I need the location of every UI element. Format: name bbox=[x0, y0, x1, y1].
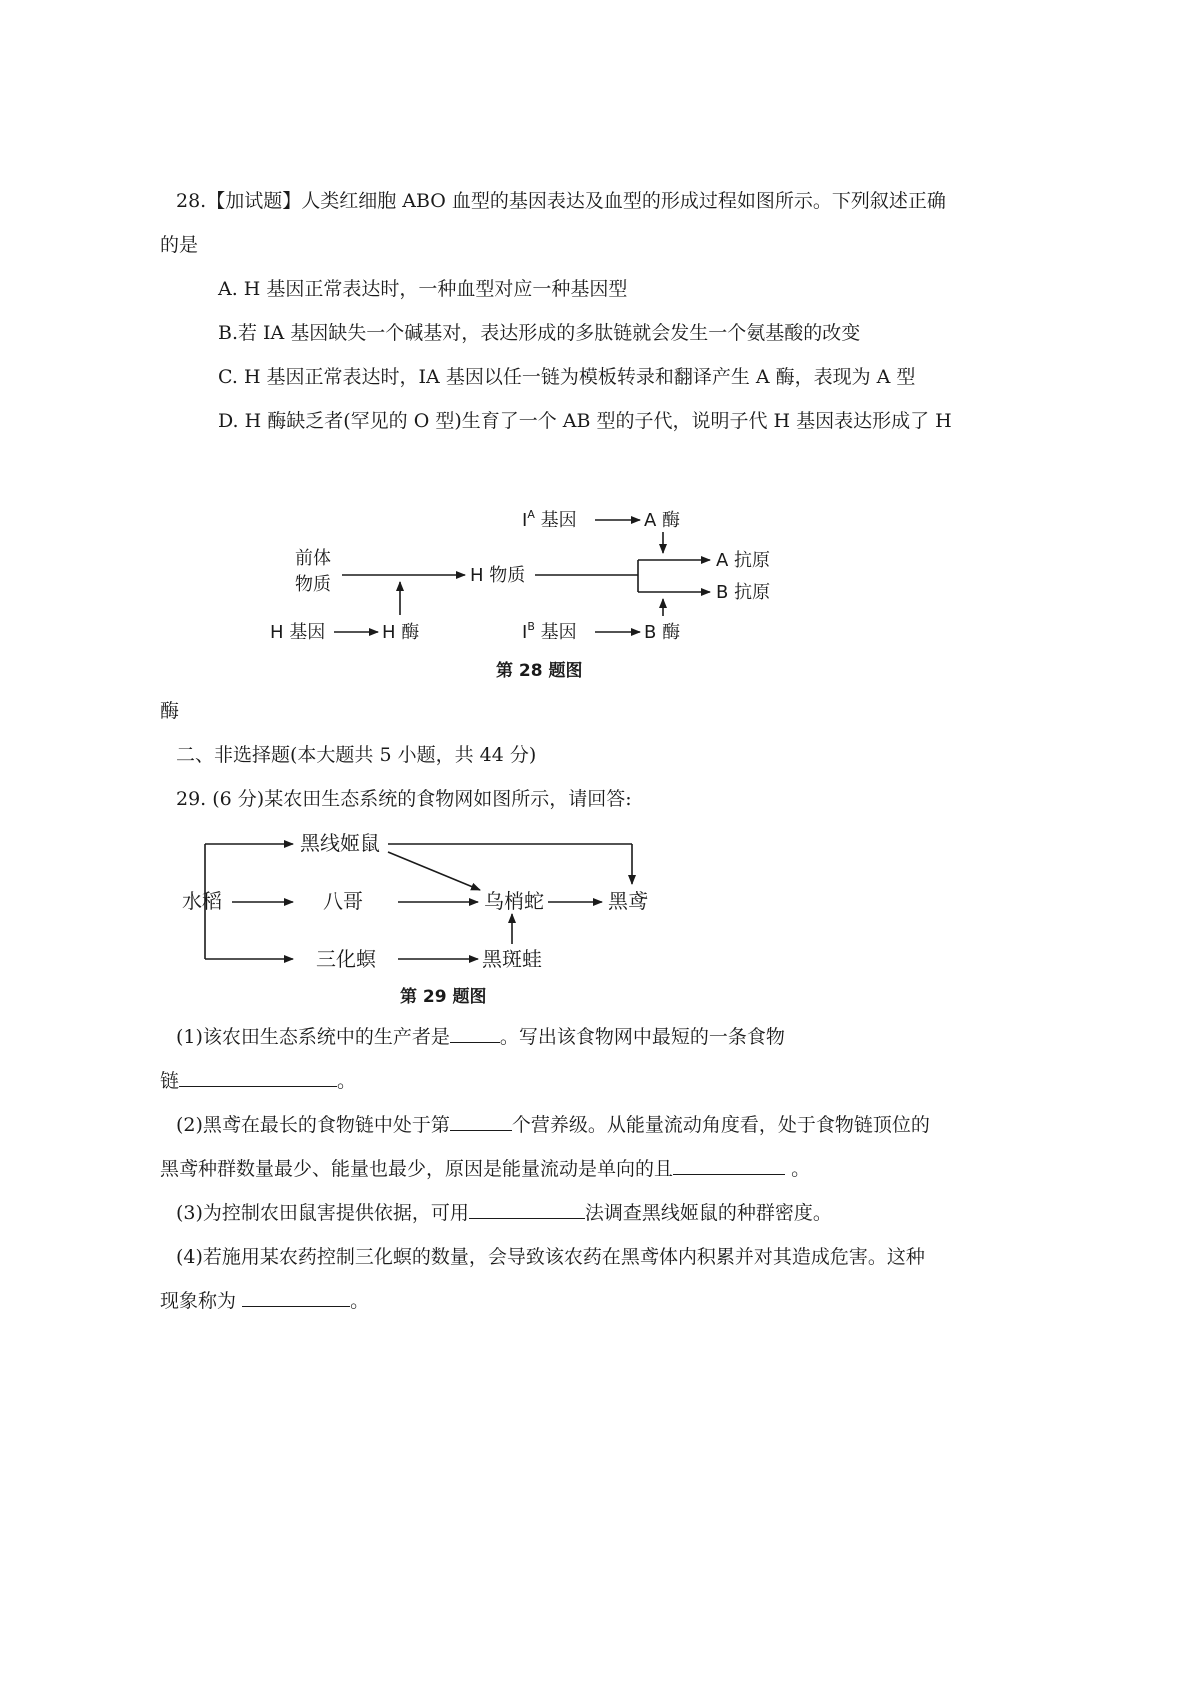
answer-blank-trophic-level[interactable] bbox=[450, 1112, 512, 1131]
q29-part1-text-c: 链 bbox=[160, 1070, 180, 1092]
b-enzyme-label: B 酶 bbox=[644, 622, 681, 643]
q29-part4-text-c: 。 bbox=[350, 1290, 370, 1312]
node-frog: 黑斑蛙 bbox=[482, 947, 542, 971]
node-rat-snake: 乌梢蛇 bbox=[484, 889, 544, 913]
a-enzyme-label: A 酶 bbox=[644, 510, 681, 531]
q29-part2-text-c: 黑鸢种群数量最少、能量也最少，原因是能量流动是单向的且 bbox=[160, 1158, 674, 1180]
q29-part3-line bbox=[176, 1200, 832, 1226]
q29-part2-line1 bbox=[176, 1112, 930, 1138]
a-antigen-label: A 抗原 bbox=[716, 550, 771, 571]
arrow-vole-to-rat-snake bbox=[388, 852, 480, 890]
h-gene-label: H 基因 bbox=[270, 622, 326, 643]
node-myna: 八哥 bbox=[323, 889, 363, 913]
q29-part4-text-b: 现象称为 bbox=[160, 1290, 237, 1312]
ib-gene-label: $I^B$ 基因 bbox=[522, 620, 577, 643]
precursor-label-line2: 物质 bbox=[295, 574, 331, 595]
ia-gene-label: $I^A$ 基因 bbox=[522, 508, 577, 531]
node-vole: 黑线姬鼠 bbox=[300, 831, 380, 855]
section2-title: 二、非选择题(本大题共 5 小题，共 44 分) bbox=[176, 744, 537, 766]
answer-blank-survey-method[interactable] bbox=[469, 1200, 585, 1219]
answer-blank-energy-flow[interactable] bbox=[673, 1156, 785, 1175]
h-enzyme-label: H 酶 bbox=[382, 622, 420, 643]
q29-part2-text-b: 个营养级。从能量流动角度看，处于食物链顶位的 bbox=[511, 1114, 930, 1136]
q29-part4-line2 bbox=[160, 1288, 369, 1314]
q28-option-a: A. H 基因正常表达时，一种血型对应一种基因型 bbox=[218, 278, 628, 300]
q29-part1-text-b: 。写出该食物网中最短的一条食物 bbox=[499, 1026, 785, 1048]
node-kite: 黑鸢 bbox=[608, 889, 648, 913]
q29-part2-text-d: 。 bbox=[791, 1158, 811, 1180]
node-borer: 三化螟 bbox=[316, 947, 376, 971]
q28-option-d-continued: 酶 bbox=[160, 700, 180, 722]
q28-stem-line1: 28.【加试题】人类红细胞 ABO 血型的基因表达及血型的形成过程如图所示。下列叙述正确 bbox=[176, 190, 946, 212]
q29-part2-line2 bbox=[160, 1156, 810, 1182]
q28-option-b: B.若 IA 基因缺失一个碱基对，表达形成的多肽链就会发生一个氨基酸的改变 bbox=[218, 322, 861, 344]
answer-blank-shortest-chain[interactable] bbox=[179, 1068, 337, 1087]
precursor-label-line1: 前体 bbox=[295, 548, 331, 569]
node-rice: 水稻 bbox=[182, 889, 222, 913]
q29-figure-caption: 第 29 题图 bbox=[400, 987, 487, 1007]
q28-option-d: D. H 酶缺乏者(罕见的 O 型)生育了一个 AB 型的子代，说明子代 H 基因表达形成了 H bbox=[218, 410, 952, 432]
b-antigen-label: B 抗原 bbox=[716, 582, 771, 603]
q29-part3-text-a: (3)为控制农田鼠害提供依据，可用 bbox=[176, 1202, 469, 1224]
q29-part1-text-d: 。 bbox=[337, 1070, 357, 1092]
q29-part2-text-a: (2)黑鸢在最长的食物链中处于第 bbox=[176, 1114, 450, 1136]
h-substance-label: H 物质 bbox=[470, 565, 526, 586]
q29-part3-text-b: 法调查黑线姬鼠的种群密度。 bbox=[584, 1202, 832, 1224]
answer-blank-producer[interactable] bbox=[450, 1024, 500, 1043]
q29-part4-line1: (4)若施用某农药控制三化螟的数量，会导致该农药在黑鸢体内积累并对其造成危害。这种 bbox=[176, 1246, 925, 1268]
q29-figure bbox=[178, 826, 678, 1012]
answer-blank-phenomenon[interactable] bbox=[242, 1288, 350, 1307]
q29-intro: 29. (6 分)某农田生态系统的食物网如图所示，请回答: bbox=[176, 788, 632, 810]
q29-part1-text-a: (1)该农田生态系统中的生产者是 bbox=[176, 1026, 450, 1048]
q28-figure-caption: 第 28 题图 bbox=[496, 661, 583, 681]
q28-option-c: C. H 基因正常表达时，IA 基因以任一链为模板转录和翻译产生 A 酶，表现为 A 型 bbox=[218, 366, 916, 388]
q28-stem-line2: 的是 bbox=[160, 234, 199, 256]
q29-part1-line2 bbox=[160, 1068, 356, 1094]
q29-part1-line1 bbox=[176, 1024, 785, 1050]
q28-figure bbox=[260, 500, 800, 690]
